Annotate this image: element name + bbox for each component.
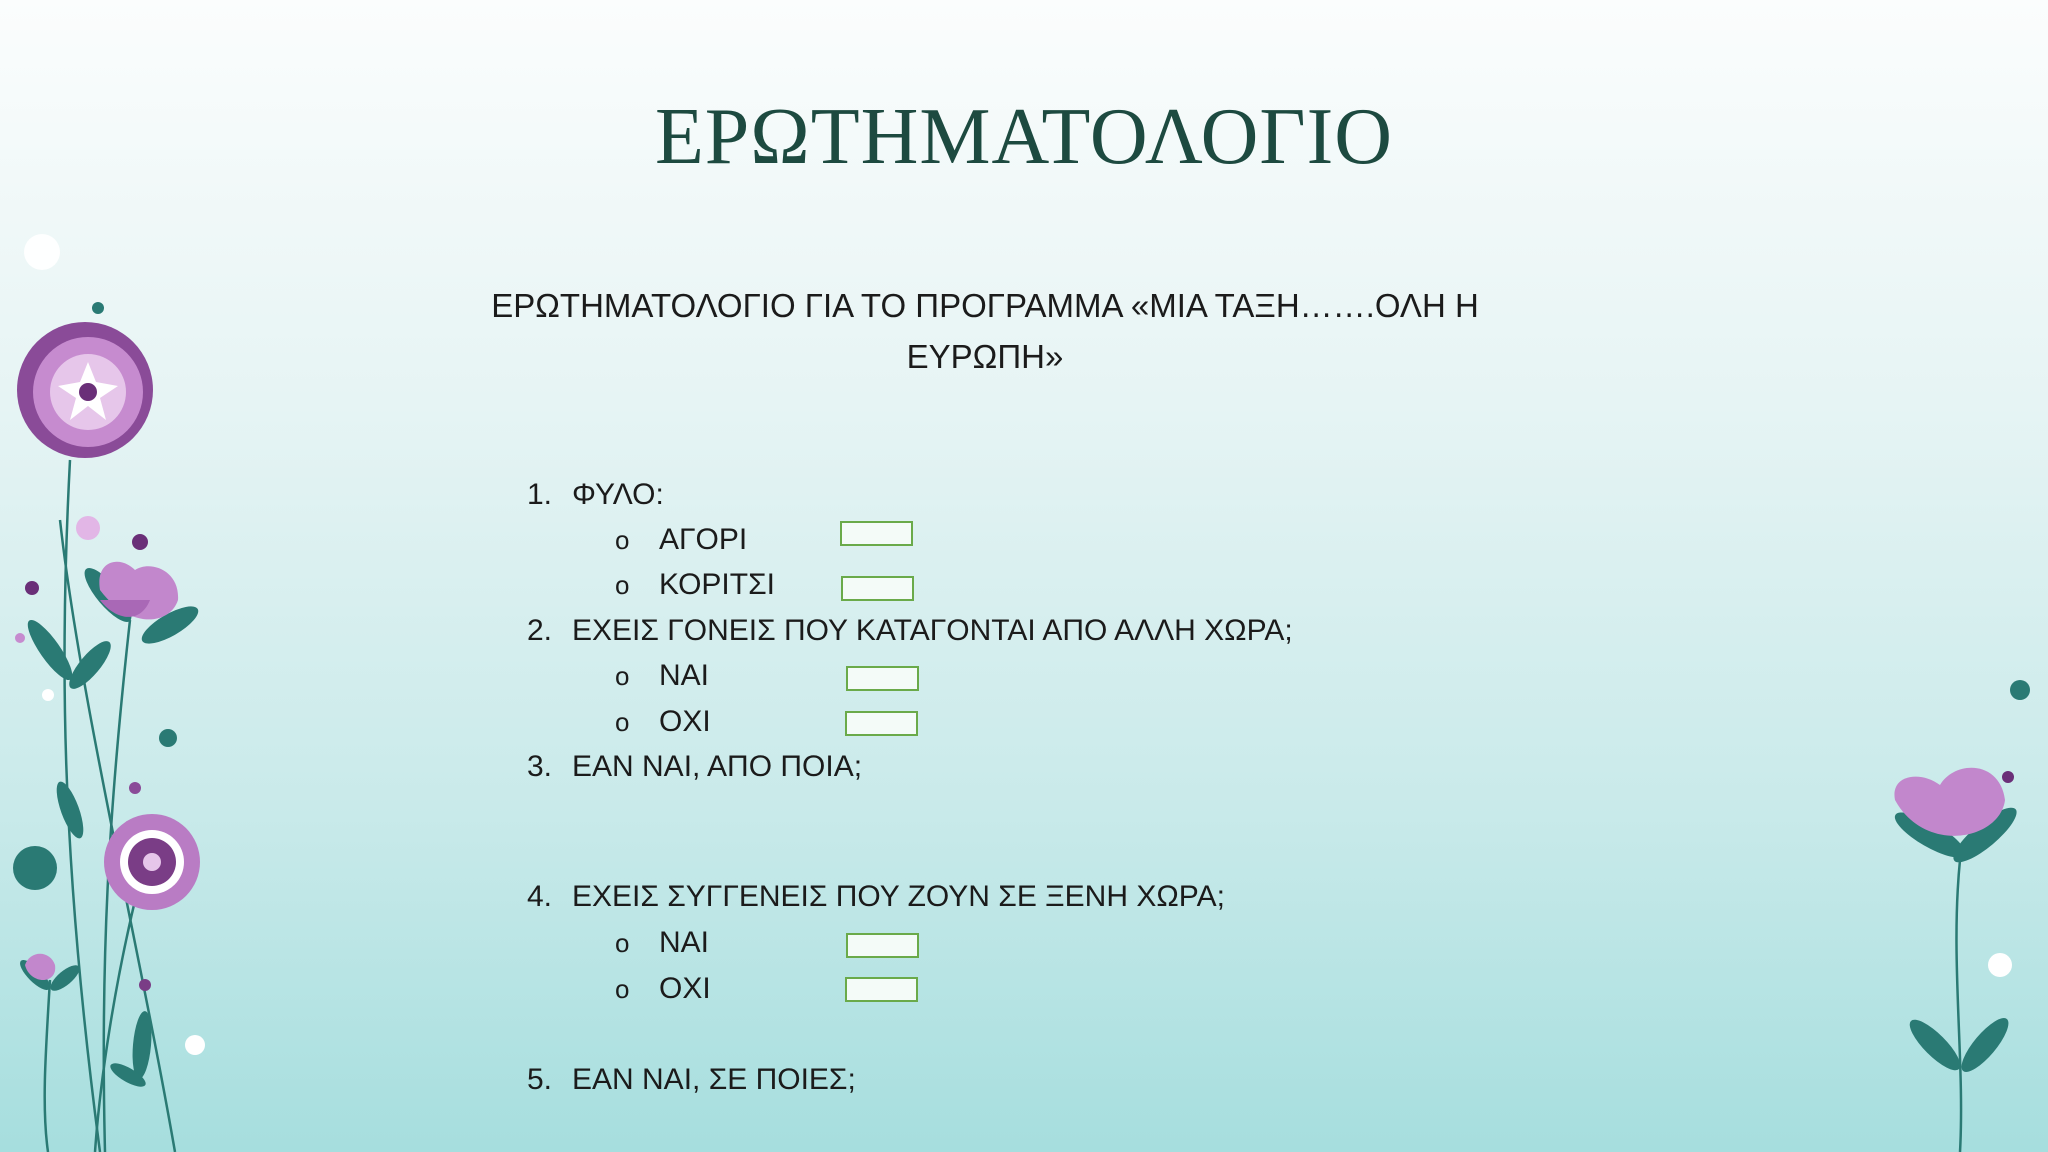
bullet-icon: o [615,525,630,555]
question-number: 1. [527,478,553,511]
question-1 [527,478,664,512]
bullet-icon: o [615,570,630,600]
option-label: ΝΑΙ [659,926,710,959]
option-oxi-q2 [615,705,711,739]
question-text: ΦΥΛΟ: [572,478,664,511]
option-label: ΑΓΟΡΙ [659,523,748,556]
option-oxi-q4 [615,972,711,1006]
option-label: ΟΧΙ [659,705,711,738]
checkbox-oxi-q4[interactable] [845,977,918,1002]
option-label: ΟΧΙ [659,972,711,1005]
option-nai-q2 [615,659,709,693]
question-5 [527,1063,856,1097]
question-number: 2. [527,614,553,647]
subtitle-line-1: ΕΡΩΤΗΜΑΤΟΛΟΓΙΟ ΓΙΑ ΤΟ ΠΡΟΓΡΑΜΜΑ «ΜΙΑ ΤΑΞΗ…….ΟΛΗ Η [491,287,1479,324]
subtitle-line-2: ΕΥΡΩΠΗ» [906,338,1064,375]
bullet-icon: o [615,707,630,737]
option-koritsi [615,568,775,602]
question-3 [527,750,862,784]
question-text: ΕΧΕΙΣ ΣΥΓΓΕΝΕΙΣ ΠΟΥ ΖΟΥΝ ΣΕ ΞΕΝΗ ΧΩΡΑ; [572,880,1225,913]
checkbox-agori[interactable] [840,521,913,546]
bullet-icon: o [615,928,630,958]
bullet-icon: o [615,974,630,1004]
option-label: ΝΑΙ [659,659,710,692]
checkbox-oxi-q2[interactable] [845,711,918,736]
question-2 [527,614,1293,648]
bullet-icon: o [615,661,630,691]
question-text: ΕΧΕΙΣ ΓΟΝΕΙΣ ΠΟΥ ΚΑΤΑΓΟΝΤΑΙ ΑΠΟ ΑΛΛΗ ΧΩΡΑ; [572,614,1293,647]
option-nai-q4 [615,926,709,960]
checkbox-nai-q2[interactable] [846,666,919,691]
question-4 [527,880,1225,914]
question-number: 4. [527,880,553,913]
checkbox-nai-q4[interactable] [846,933,919,958]
option-label: ΚΟΡΙΤΣΙ [659,568,775,601]
option-agori [615,523,747,557]
question-text: ΕΑΝ ΝΑΙ, ΣΕ ΠΟΙΕΣ; [572,1063,856,1096]
subtitle [470,280,1500,382]
question-text: ΕΑΝ ΝΑΙ, ΑΠΟ ΠΟΙΑ; [572,750,863,783]
question-number: 5. [527,1063,553,1096]
checkbox-koritsi[interactable] [841,576,914,601]
page-title: ΕΡΩΤΗΜΑΤΟΛΟΓΙΟ [654,93,1394,181]
question-number: 3. [527,750,553,783]
